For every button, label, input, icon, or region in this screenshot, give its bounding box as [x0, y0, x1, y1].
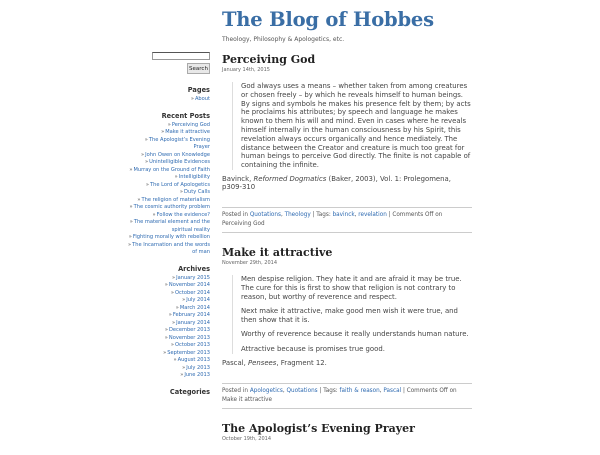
tags-label: Tags:: [316, 212, 331, 219]
blog-title[interactable]: The Blog of Hobbes: [222, 8, 434, 31]
recent-post-link-label[interactable]: Make it attractive: [165, 129, 210, 135]
archive-link-label[interactable]: July 2013: [186, 364, 210, 371]
bullet: »: [171, 274, 176, 281]
bullet: »: [129, 166, 133, 173]
separator: |: [312, 212, 315, 219]
category-link[interactable]: Quotations: [249, 212, 281, 219]
bullet: »: [164, 334, 168, 341]
archive-link[interactable]: [120, 282, 210, 290]
recent-post-link[interactable]: [120, 137, 210, 145]
bullet: »: [174, 174, 178, 180]
quote-paragraph: God always uses a means – whether taken from among creatures or chosen freely – by which he reveals himself to human beings. By signs and symbols he makes his presence felt by them; by acts he proclaims his attributes; by speech and language he makes known to them his will and mind. Even in cases where he reveals himself internally in the human consciousness by his Spirit, this revelation always occurs organically and hence mediately. The distance between the Creator and creature is much too great for human beings to perceive God directly. The finite is not capable of containing the infinite.: [241, 82, 471, 170]
page-link[interactable]: About: [194, 96, 210, 102]
citation: [222, 175, 472, 191]
categories-heading: Categories: [169, 387, 210, 396]
recent-post-link[interactable]: [120, 204, 210, 212]
recent-post-link[interactable]: [120, 212, 210, 220]
post-meta: [222, 207, 472, 229]
bullet: »: [170, 289, 175, 296]
citation-author: Bavinck,: [222, 175, 254, 184]
citation-work: Reformed Dogmatics: [253, 175, 327, 184]
archive-link-label[interactable]: October 2013: [175, 342, 210, 348]
recent-post-link-label[interactable]: The cosmic authority problem: [133, 204, 210, 210]
bullet: »: [144, 136, 148, 143]
recent-post-link[interactable]: [120, 242, 210, 250]
post: [222, 422, 472, 442]
bullet: »: [164, 282, 168, 288]
post-title[interactable]: Perceiving God: [222, 53, 316, 66]
post-divider: [222, 408, 472, 409]
recent-post-link-label[interactable]: Prayer: [193, 144, 210, 150]
quote-paragraph: Worthy of reverence because it really understands human nature.: [241, 330, 469, 339]
archive-link-label[interactable]: October 2014: [175, 289, 210, 296]
post-date: October 19th, 2014: [222, 436, 271, 443]
citation-author: Pascal,: [222, 359, 248, 368]
archive-link[interactable]: [120, 305, 210, 313]
recent-post-link-label[interactable]: Unintelligible Evidences: [149, 159, 210, 165]
post: [222, 53, 472, 233]
bullet: »: [129, 219, 133, 225]
archive-link-label[interactable]: February 2014: [172, 312, 210, 318]
recent-post-link-label[interactable]: Intelligibility: [178, 174, 210, 180]
archive-link-label[interactable]: November 2014: [168, 282, 210, 288]
recent-post-link-label[interactable]: The Lord of Apologetics: [150, 181, 210, 188]
post: [222, 246, 472, 409]
recent-post-link-label[interactable]: The Apologist’s Evening: [148, 136, 210, 143]
citation: [222, 359, 472, 367]
archive-link[interactable]: [120, 372, 210, 380]
comments-target: Perceiving God: [222, 221, 265, 228]
archive-link-label[interactable]: June 2013: [184, 372, 210, 378]
archive-link[interactable]: [120, 357, 210, 365]
bullet: »: [180, 372, 184, 378]
posted-in-label: Posted in: [222, 212, 249, 219]
comments-label: Comments Off on: [392, 212, 443, 219]
bullet: »: [171, 319, 176, 326]
bullet: »: [173, 357, 177, 363]
recent-post-link-label[interactable]: The Incarnation and the words: [132, 241, 210, 248]
recent-post-link[interactable]: [120, 152, 210, 160]
separator: |: [403, 388, 405, 395]
category-link[interactable]: Quotations: [286, 388, 318, 395]
search-form: [120, 52, 210, 74]
recent-post-link-label[interactable]: Follow the evidence?: [156, 211, 210, 218]
bullet: »: [137, 196, 141, 203]
archive-link[interactable]: [120, 342, 210, 350]
bullet: »: [129, 204, 133, 210]
category-link[interactable]: Theology: [284, 212, 311, 219]
archives-heading: Archives: [178, 264, 210, 273]
recent-post-link[interactable]: [120, 249, 210, 257]
bullet: »: [168, 312, 172, 318]
bullet: »: [190, 96, 194, 102]
tag-link[interactable]: bavinck: [332, 212, 355, 219]
archive-link[interactable]: [120, 350, 210, 358]
archive-link[interactable]: [120, 335, 210, 343]
post-date: November 29th, 2014: [222, 260, 277, 267]
main-content: [222, 53, 472, 455]
bullet: »: [145, 181, 150, 188]
posted-in-label: Posted in: [222, 388, 249, 395]
citation-detail: (Baker, 2003), Vol. 1: Prolegomena, p309-310: [222, 175, 451, 192]
recent-post-link[interactable]: [120, 227, 210, 235]
category-link[interactable]: Apologetics: [249, 388, 283, 395]
blockquote: [232, 275, 472, 353]
post-title[interactable]: The Apologist’s Evening Prayer: [222, 422, 415, 436]
bullet: »: [163, 349, 167, 356]
archive-link[interactable]: [120, 327, 210, 335]
recent-post-link-label[interactable]: John Owen on Knowledge: [145, 151, 210, 158]
recent-posts-list: [120, 122, 210, 257]
pages-heading: Pages: [187, 86, 210, 94]
comments-target: Make it attractive: [222, 397, 272, 404]
archive-link[interactable]: [120, 297, 210, 305]
recent-post-link[interactable]: [120, 174, 210, 182]
archive-link-label[interactable]: September 2013: [167, 349, 210, 356]
citation-detail: , Fragment 12.: [276, 359, 327, 368]
tag-link[interactable]: revelation: [358, 212, 387, 219]
post-date: January 14th, 2015: [222, 67, 270, 73]
tags-label: Tags:: [323, 388, 338, 395]
recent-post-link-label[interactable]: Murray on the Ground of Faith: [133, 166, 210, 173]
tag-link[interactable]: faith & reason: [339, 388, 380, 395]
blockquote: [232, 82, 472, 170]
bullet: »: [179, 189, 184, 195]
search-input[interactable]: [152, 52, 210, 60]
archive-link[interactable]: [120, 275, 210, 283]
recent-post-link[interactable]: [120, 122, 210, 130]
blog-description: Theology, Philosophy & Apologetics, etc.: [222, 36, 345, 43]
search-button[interactable]: Search: [187, 63, 210, 74]
separator: |: [388, 212, 391, 219]
recent-post-link[interactable]: [120, 144, 210, 152]
bullet: »: [182, 297, 186, 303]
quote-paragraph: Men despise religion. They hate it and are afraid it may be true. The cure for this is first to show that religion is not contrary to reason, but worthy of reverence and respect.: [241, 275, 462, 302]
archive-link-label[interactable]: March 2014: [179, 304, 210, 311]
recent-post-link-label[interactable]: The material element and the: [133, 219, 210, 225]
comments-label: Comments Off on: [406, 388, 457, 395]
bullet: »: [161, 129, 165, 135]
recent-post-link-label[interactable]: Duty Calls: [184, 189, 210, 195]
archive-link-label[interactable]: August 2013: [177, 357, 210, 363]
blog-header: [222, 8, 592, 43]
archive-link[interactable]: [120, 312, 210, 320]
archive-link[interactable]: [120, 365, 210, 373]
archive-link-label[interactable]: December 2013: [169, 327, 210, 333]
bullet: »: [164, 327, 168, 333]
bullet: »: [175, 304, 179, 311]
recent-post-link[interactable]: [120, 189, 210, 197]
recent-post-link-label[interactable]: Perceiving God: [171, 121, 210, 128]
bullet: »: [128, 234, 132, 240]
recent-post-link-label[interactable]: spiritual reality: [171, 226, 210, 233]
bullet: »: [145, 159, 149, 165]
recent-post-link[interactable]: [120, 159, 210, 167]
bullet: »: [141, 151, 145, 158]
tag-link[interactable]: Pascal: [383, 388, 402, 395]
citation-work: Pensees: [247, 359, 277, 368]
comma: ,: [354, 212, 359, 219]
archive-link-label[interactable]: November 2013: [168, 334, 210, 341]
bullet: »: [152, 211, 156, 218]
quote-paragraph: Next make it attractive, make good men wish it were true, and then show that it is.: [241, 307, 458, 325]
bullet: »: [128, 241, 132, 248]
pages-list: [120, 96, 210, 104]
bullet: »: [182, 364, 186, 371]
recent-post-link[interactable]: [120, 219, 210, 227]
bullet: »: [167, 121, 171, 128]
recent-posts-heading: Recent Posts: [161, 111, 210, 120]
recent-post-link-label[interactable]: The religion of materialism: [141, 196, 210, 203]
recent-post-link[interactable]: [120, 182, 210, 190]
recent-post-link[interactable]: [120, 167, 210, 175]
post-meta: [222, 383, 472, 405]
recent-post-link[interactable]: [120, 129, 210, 137]
post-divider: [222, 232, 472, 233]
recent-post-link-label[interactable]: Fighting morally with rebellion: [132, 234, 210, 240]
comma: ,: [282, 388, 287, 395]
quote-paragraph: Attractive because is promises true good.: [241, 344, 385, 353]
recent-post-link-label[interactable]: of man: [192, 249, 210, 255]
post-title[interactable]: Make it attractive: [222, 246, 333, 260]
separator: |: [319, 388, 322, 395]
comma: ,: [379, 388, 384, 395]
archive-link-label[interactable]: January 2014: [176, 319, 210, 326]
archive-link-label[interactable]: January 2015: [176, 274, 210, 281]
archive-link[interactable]: [120, 290, 210, 298]
sidebar: [120, 52, 210, 398]
comma: ,: [280, 212, 285, 219]
archive-link-label[interactable]: July 2014: [186, 297, 210, 303]
bullet: »: [170, 342, 175, 348]
sidebar-page-about[interactable]: [120, 96, 210, 104]
archive-link[interactable]: [120, 320, 210, 328]
recent-post-link[interactable]: [120, 197, 210, 205]
archives-list: [120, 275, 210, 380]
recent-post-link[interactable]: [120, 234, 210, 242]
